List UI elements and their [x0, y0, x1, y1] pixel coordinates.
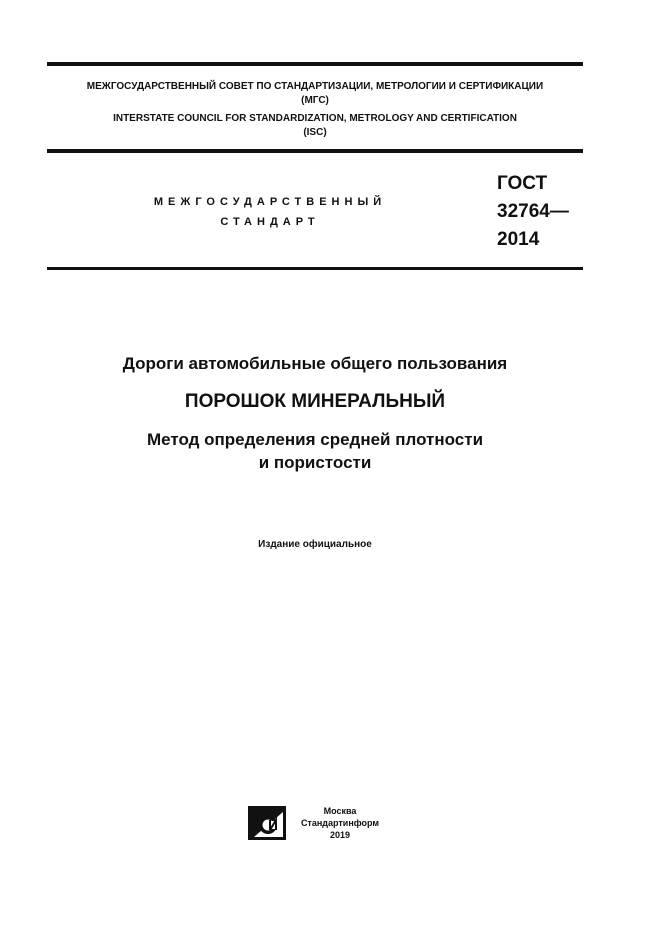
gost-designation	[497, 170, 569, 254]
publisher-year: 2019	[329, 830, 351, 840]
edition-label: Издание официальное	[258, 539, 372, 550]
standartinform-logo-icon	[248, 806, 286, 840]
gost-number: 32764—	[497, 201, 569, 222]
top-rule	[47, 62, 583, 66]
publisher-name: Стандартинформ	[300, 818, 380, 828]
header-rule	[47, 149, 583, 153]
title-line-1: Дороги автомобильные общего пользования	[122, 354, 508, 373]
council-abbr-en: (ISC)	[303, 127, 327, 138]
title-line-3	[47, 428, 583, 474]
council-name-en	[47, 112, 583, 140]
title-line-2: ПОРОШОК МИНЕРАЛЬНЫЙ	[184, 391, 446, 412]
standard-type-line2: СТАНДАРТ	[220, 216, 320, 228]
standard-type	[130, 192, 410, 232]
council-name-en-text: INTERSTATE COUNCIL FOR STANDARDIZATION, METROLOGY AND CERTIFICATION	[113, 113, 517, 124]
gost-code: ГОСТ	[497, 173, 548, 194]
designation-rule	[47, 267, 583, 270]
gost-year: 2014	[497, 229, 540, 250]
publisher-city: Москва	[323, 806, 357, 816]
standard-type-line1: МЕЖГОСУДАРСТВЕННЫЙ	[153, 196, 387, 208]
council-abbr-ru: (МГС)	[301, 95, 329, 106]
council-name-ru-text: МЕЖГОСУДАРСТВЕННЫЙ СОВЕТ ПО СТАНДАРТИЗАЦИИ, МЕТРОЛОГИИ И СЕРТИФИКАЦИИ	[86, 81, 544, 92]
publisher-block	[295, 805, 385, 841]
title-line-3b: и пористости	[258, 453, 372, 472]
council-name-ru	[47, 80, 583, 108]
title-line-3a: Метод определения средней плотности	[146, 430, 484, 449]
